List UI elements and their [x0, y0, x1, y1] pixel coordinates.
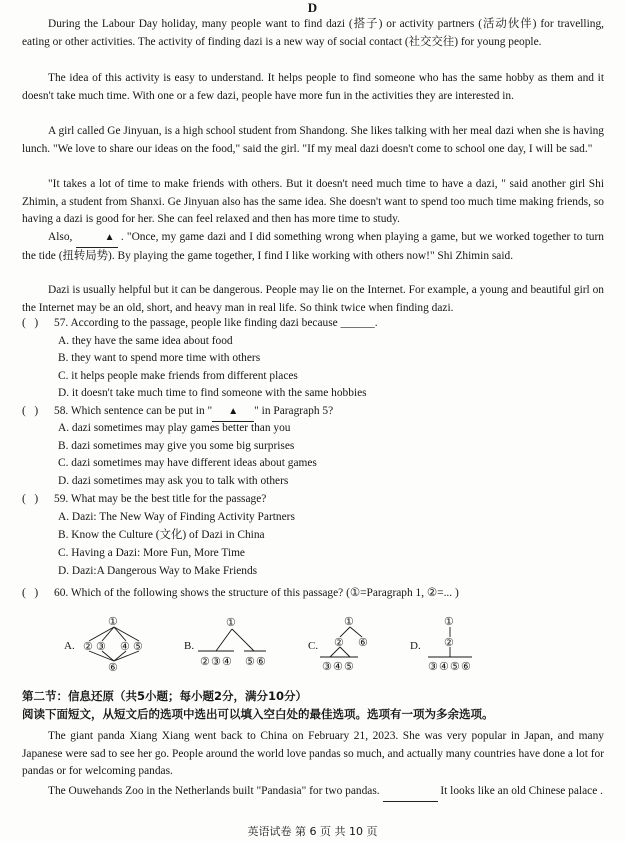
diagram-d-node-5: ⑤: [450, 661, 460, 673]
diagram-c-letter: C.: [308, 640, 319, 652]
section-2-paragraph-1: The giant panda Xiang Xiang went back to China on February 21, 2023. She was very popular in Japan, and many Japanese were sad to see her go. People around the world love pandas so much, and actually many countries have done a lot for pandas or for welcoming pandas.: [22, 730, 604, 778]
question-58-blank: ▲: [212, 403, 254, 422]
diagram-c-node-2: ②: [334, 637, 344, 649]
diagram-c-node-6: ⑥: [358, 637, 368, 649]
diagram-b-node-4: ④: [222, 656, 232, 668]
diagram-b-node-5: ⑤: [245, 656, 255, 668]
question-60-stem: 60. Which of the following shows the structure of this passage? (①=Paragraph 1, ②=... ): [54, 587, 459, 599]
section-2-paragraph-2-end: It looks like an old Chinese palace .: [440, 785, 603, 797]
diagram-b-node-2: ②: [200, 656, 210, 668]
diagram-a-node-2: ②: [83, 641, 93, 653]
question-59-option-a: A. Dazi: The New Way of Finding Activity Partners: [58, 511, 295, 523]
question-58: [22, 403, 612, 422]
question-58-option-b: B. dazi sometimes may give you some big surprises: [58, 440, 295, 452]
question-58-option-a: A. dazi sometimes may play games better than you: [58, 422, 291, 434]
paragraph-5-blank[interactable]: ▲: [76, 229, 118, 248]
question-57-option-d: D. it doesn't take much time to find someone with the same hobbies: [58, 387, 367, 399]
passage-paragraph-4: "It takes a lot of time to make friends with others. But it doesn't need much time to have a dazi, " said another girl Shi Zhimin, a student from Shanxi. Ge Jinyuan also has the same idea. She doesn't want to spend too much time making friends, so having a dazi is good for her. She can feel relaxed and then has more time to study.: [22, 178, 604, 226]
question-57-option-a: A. they have the same idea about food: [58, 335, 233, 347]
diagram-d-node-4: ④: [439, 661, 449, 673]
diagram-d-node-3: ③: [428, 661, 438, 673]
passage-paragraph-1: During the Labour Day holiday, many people want to find dazi (搭子) or activity partners (活动伙伴) for travelling, eating or other activities. The activity of finding dazi is a new way of social contact (社交交往) for young people.: [22, 18, 604, 48]
section-2-paragraph-2-start: The Ouwehands Zoo in the Netherlands built "Pandasia" for two pandas.: [48, 785, 380, 797]
diagram-b-letter: B.: [184, 640, 195, 652]
section-2-heading: 第二节：信息还原（共5小题；每小题2分，满分10分）: [22, 689, 308, 703]
section-2-paragraph-2: [22, 783, 604, 802]
paragraph-5-start: Also,: [48, 231, 73, 243]
passage-paragraph-5: [22, 229, 604, 265]
diagram-c-node-1: ①: [344, 616, 354, 628]
diagram-c-node-5: ⑤: [344, 661, 354, 673]
answer-bracket-59[interactable]: ( ): [22, 493, 39, 505]
question-58-stem-b: " in Paragraph 5?: [254, 405, 334, 417]
passage-paragraph-6: Dazi is usually helpful but it can be dangerous. People may lie on the Internet. For example, a young and beautiful girl on the Internet may be an old, short, and heavy man in real life. So think twice when finding dazi.: [22, 284, 604, 314]
diagram-b-node-3: ③: [211, 656, 221, 668]
structure-diagrams: [60, 613, 620, 675]
paragraph-5-rest: . "Once, my game dazi and I did something wrong when playing a game, but we worked together to turn the tide (扭转局势). By playing the game together, I find I like working with others now!" Shi Zhimin said.: [22, 231, 604, 262]
question-59-option-d: D. Dazi:A Dangerous Way to Make Friends: [58, 565, 258, 577]
diagram-a-node-5: ⑤: [133, 641, 143, 653]
question-58-option-c: C. dazi sometimes may have different ideas about games: [58, 457, 317, 469]
diagram-b-node-1: ①: [226, 617, 236, 629]
answer-bracket-60[interactable]: ( ): [22, 587, 39, 599]
question-59-option-b: B. Know the Culture (文化) of Dazi in China: [58, 529, 265, 541]
page-footer: 英语试卷 第 6 页 共 10 页: [247, 825, 378, 838]
diagram-d-node-6: ⑥: [461, 661, 471, 673]
diagram-b-lines: [198, 629, 266, 651]
diagram-b-node-6: ⑥: [256, 656, 266, 668]
diagram-a-node-3: ③: [96, 641, 106, 653]
answer-bracket-58[interactable]: ( ): [22, 405, 39, 417]
question-60: [22, 585, 612, 603]
question-58-stem-a: 58. Which sentence can be put in ": [54, 405, 213, 417]
question-57-option-b: B. they want to spend more time with others: [58, 352, 261, 364]
diagram-a-node-1: ①: [108, 616, 118, 628]
passage-paragraph-2: The idea of this activity is easy to understand. It helps people to find someone who has the same hobby as them and it doesn't take much time. With one or a few dazi, people have more fun in the activities they are interested in.: [22, 72, 604, 102]
answer-bracket-57[interactable]: ( ): [22, 317, 39, 329]
passage-paragraph-3: A girl called Ge Jinyuan, is a high school student from Shandong. She likes talking with her meal dazi when she is having lunch. "We love to share our ideas on the food," said the girl. "If my meal dazi doesn't come to school one day, I will be sad.": [22, 125, 604, 155]
question-58-option-d: D. dazi sometimes may ask you to talk with others: [58, 475, 289, 487]
diagram-a-node-6: ⑥: [108, 662, 118, 674]
diagram-a-letter: A.: [64, 640, 75, 652]
question-57-stem: 57. According to the passage, people like finding dazi because ______.: [54, 317, 378, 329]
question-57: [22, 315, 612, 333]
diagram-c-node-4: ④: [333, 661, 343, 673]
diagram-a-node-4: ④: [120, 641, 130, 653]
question-59-option-c: C. Having a Dazi: More Fun, More Time: [58, 547, 245, 559]
question-57-option-c: C. it helps people make friends from different places: [58, 370, 298, 382]
question-59: [22, 491, 612, 509]
section-label: D: [307, 0, 318, 15]
diagram-d-node-2: ②: [444, 637, 454, 649]
diagram-d-node-1: ①: [444, 616, 454, 628]
section-2-instruction: 阅读下面短文，从短文后的选项中选出可以填入空白处的最佳选项。选项有一项为多余选项。: [22, 707, 494, 721]
section-2-blank-1[interactable]: [383, 783, 438, 802]
diagram-d-letter: D.: [410, 640, 421, 652]
question-59-stem: 59. What may be the best title for the passage?: [54, 493, 267, 505]
diagram-c-node-3: ③: [322, 661, 332, 673]
